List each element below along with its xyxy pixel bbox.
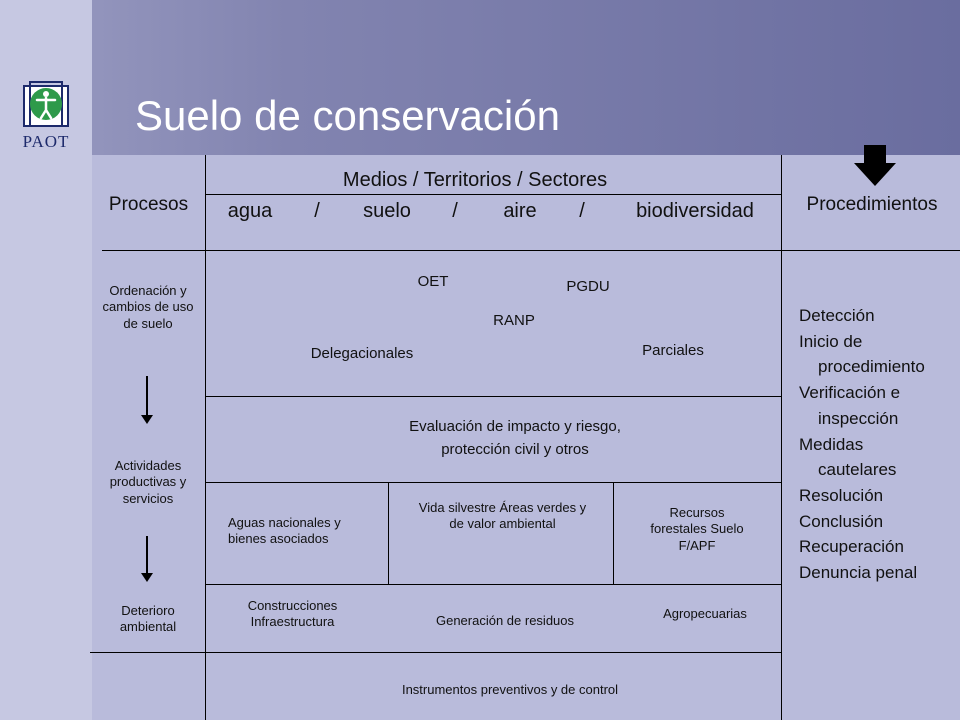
procedimiento-item: Denuncia penal	[799, 563, 918, 583]
header-slash-3: /	[579, 200, 585, 222]
header-agua: agua	[227, 200, 273, 222]
sector-agropecuarias: Agropecuarias	[663, 606, 747, 621]
paot-logo	[8, 80, 84, 156]
sector-aguas: Aguas nacionales y bienes asociados	[228, 515, 341, 547]
proceso-deterioro: Deterioro ambiental	[119, 603, 177, 635]
divider-evaluacion	[205, 482, 781, 483]
divider-header-inner	[205, 194, 781, 195]
header-suelo: suelo	[363, 200, 411, 222]
procedimientos-list	[799, 303, 959, 586]
procedimiento-item: inspección	[818, 408, 899, 428]
procedimiento-item: cautelares	[818, 460, 897, 480]
header-aire: aire	[503, 200, 537, 222]
procedimiento-item: Conclusión	[799, 511, 884, 531]
procedimiento-item: Detección	[799, 306, 875, 325]
header-procedimientos: Procedimientos	[806, 194, 938, 215]
logo-text: PAOT	[22, 132, 70, 151]
person-icon	[20, 80, 72, 130]
procedimiento-item: Inicio de	[799, 331, 863, 351]
instrumento-ranp: RANP	[493, 312, 535, 329]
divider-bottom	[90, 652, 781, 653]
divider-sector-2	[613, 482, 614, 584]
evaluacion-line1: Evaluación de impacto y riesgo,	[409, 418, 621, 435]
sector-residuos: Generación de residuos	[435, 613, 575, 628]
proceso-ordenacion: Ordenación y cambios de uso de suelo	[102, 283, 194, 331]
procedimiento-item: procedimiento	[818, 357, 925, 377]
instrumento-delegacionales: Delegacionales	[310, 345, 414, 362]
sector-recursos: Recursos forestales Suelo F/APF	[650, 505, 744, 553]
header-slash-2: /	[452, 200, 458, 222]
divider-left-vertical	[205, 155, 206, 720]
header-biodiversidad: biodiversidad	[636, 200, 754, 222]
page-title: Suelo de conservación	[135, 92, 560, 139]
divider-sectores	[205, 584, 781, 585]
arrow-down-1	[146, 376, 148, 422]
divider-header	[102, 250, 960, 251]
divider-sector-1	[388, 482, 389, 584]
header-medios: Medios / Territorios / Sectores	[342, 169, 608, 191]
procedimiento-item: Recuperación	[799, 537, 904, 557]
divider-right-vertical	[781, 155, 782, 720]
down-arrow-icon	[852, 145, 898, 187]
instrumento-parciales: Parciales	[642, 342, 704, 359]
procedimiento-item: Medidas	[799, 434, 864, 454]
arrow-down-2	[146, 536, 148, 580]
proceso-actividades: Actividades productivas y servicios	[109, 458, 187, 506]
header-procesos: Procesos	[108, 194, 189, 215]
footer-instrumentos: Instrumentos preventivos y de control	[401, 682, 619, 697]
header-slash-1: /	[314, 200, 320, 222]
sector-vida: Vida silvestre Áreas verdes y de valor ambiental	[418, 500, 587, 532]
evaluacion-line2: protección civil y otros	[441, 441, 589, 458]
divider-instrumentos	[205, 396, 781, 397]
procedimiento-item: Resolución	[799, 485, 884, 505]
procedimiento-item: Verificación e	[799, 383, 901, 403]
sector-construcciones: Construcciones Infraestructura	[247, 598, 338, 630]
instrumento-pgdu: PGDU	[566, 278, 610, 295]
instrumento-oet: OET	[417, 273, 449, 290]
